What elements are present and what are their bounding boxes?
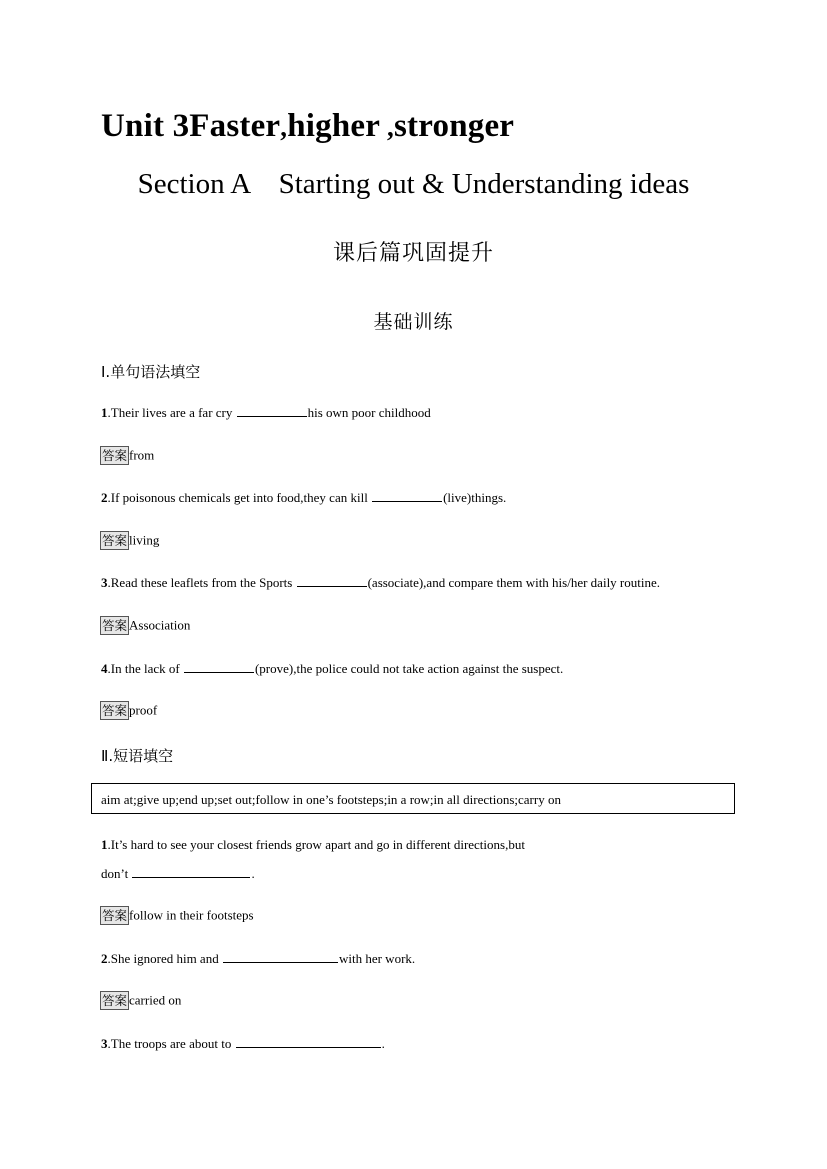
unit-word-faster: Faster bbox=[189, 108, 281, 144]
question-1-1: 1.Their lives are a far cry his own poor childhood bbox=[101, 405, 431, 420]
answer-label: 答案 bbox=[102, 448, 128, 463]
chinese-subtitle: 基础训练 bbox=[373, 311, 454, 333]
section-title: Section A Starting out & Understanding ideas bbox=[137, 168, 690, 200]
answer-1-2: 答案 living bbox=[102, 532, 160, 548]
question-1-3: 3.Read these leaflets from the Sports (associate),and compare them with his/her daily routine. bbox=[101, 575, 660, 590]
part-2-heading: Ⅱ.短语填空 bbox=[101, 747, 174, 765]
answer-blank bbox=[237, 405, 307, 417]
answer-label: 答案 bbox=[102, 993, 128, 1008]
question-1-2: 2.If poisonous chemicals get into food,they can kill (live)things. bbox=[101, 490, 507, 505]
answer-1-3: 答案 Association bbox=[102, 617, 191, 633]
question-2-1-continued: don’t . bbox=[101, 866, 255, 881]
answer-blank bbox=[236, 1036, 381, 1048]
answer-1-4: 答案 proof bbox=[102, 702, 158, 718]
unit-title bbox=[101, 108, 514, 145]
question-1-4: 4.In the lack of (prove),the police could not take action against the suspect. bbox=[101, 661, 564, 676]
answer-label: 答案 bbox=[102, 618, 128, 633]
answer-blank bbox=[223, 951, 338, 963]
unit-separator: , bbox=[280, 112, 288, 142]
answer-label: 答案 bbox=[102, 703, 128, 718]
unit-word-higher: higher bbox=[287, 108, 381, 144]
answer-blank bbox=[184, 661, 254, 673]
answer-2-2: 答案 carried on bbox=[102, 992, 182, 1008]
answer-2-1: 答案 follow in their footsteps bbox=[102, 907, 254, 923]
question-2-3: 3.The troops are about to . bbox=[101, 1036, 385, 1051]
unit-separator: , bbox=[380, 112, 395, 142]
part-1-heading: Ⅰ.单句语法填空 bbox=[101, 363, 201, 381]
question-2-1: 1.It’s hard to see your closest friends grow apart and go in different directions,but bbox=[101, 837, 525, 852]
answer-blank bbox=[297, 575, 367, 587]
answer-blank bbox=[132, 866, 250, 878]
chinese-title: 课后篇巩固提升 bbox=[332, 241, 494, 266]
answer-blank bbox=[372, 490, 442, 502]
answer-label: 答案 bbox=[102, 533, 128, 548]
answer-label: 答案 bbox=[102, 908, 128, 923]
question-2-2: 2.She ignored him and with her work. bbox=[101, 951, 416, 966]
unit-word-stronger: stronger bbox=[394, 108, 515, 144]
unit-prefix: Unit 3 bbox=[101, 108, 190, 144]
phrase-word-bank: aim at;give up;end up;set out;follow in one’s footsteps;in a row;in all directions;carry on bbox=[91, 783, 735, 814]
answer-1-1: 答案 from bbox=[102, 447, 155, 463]
